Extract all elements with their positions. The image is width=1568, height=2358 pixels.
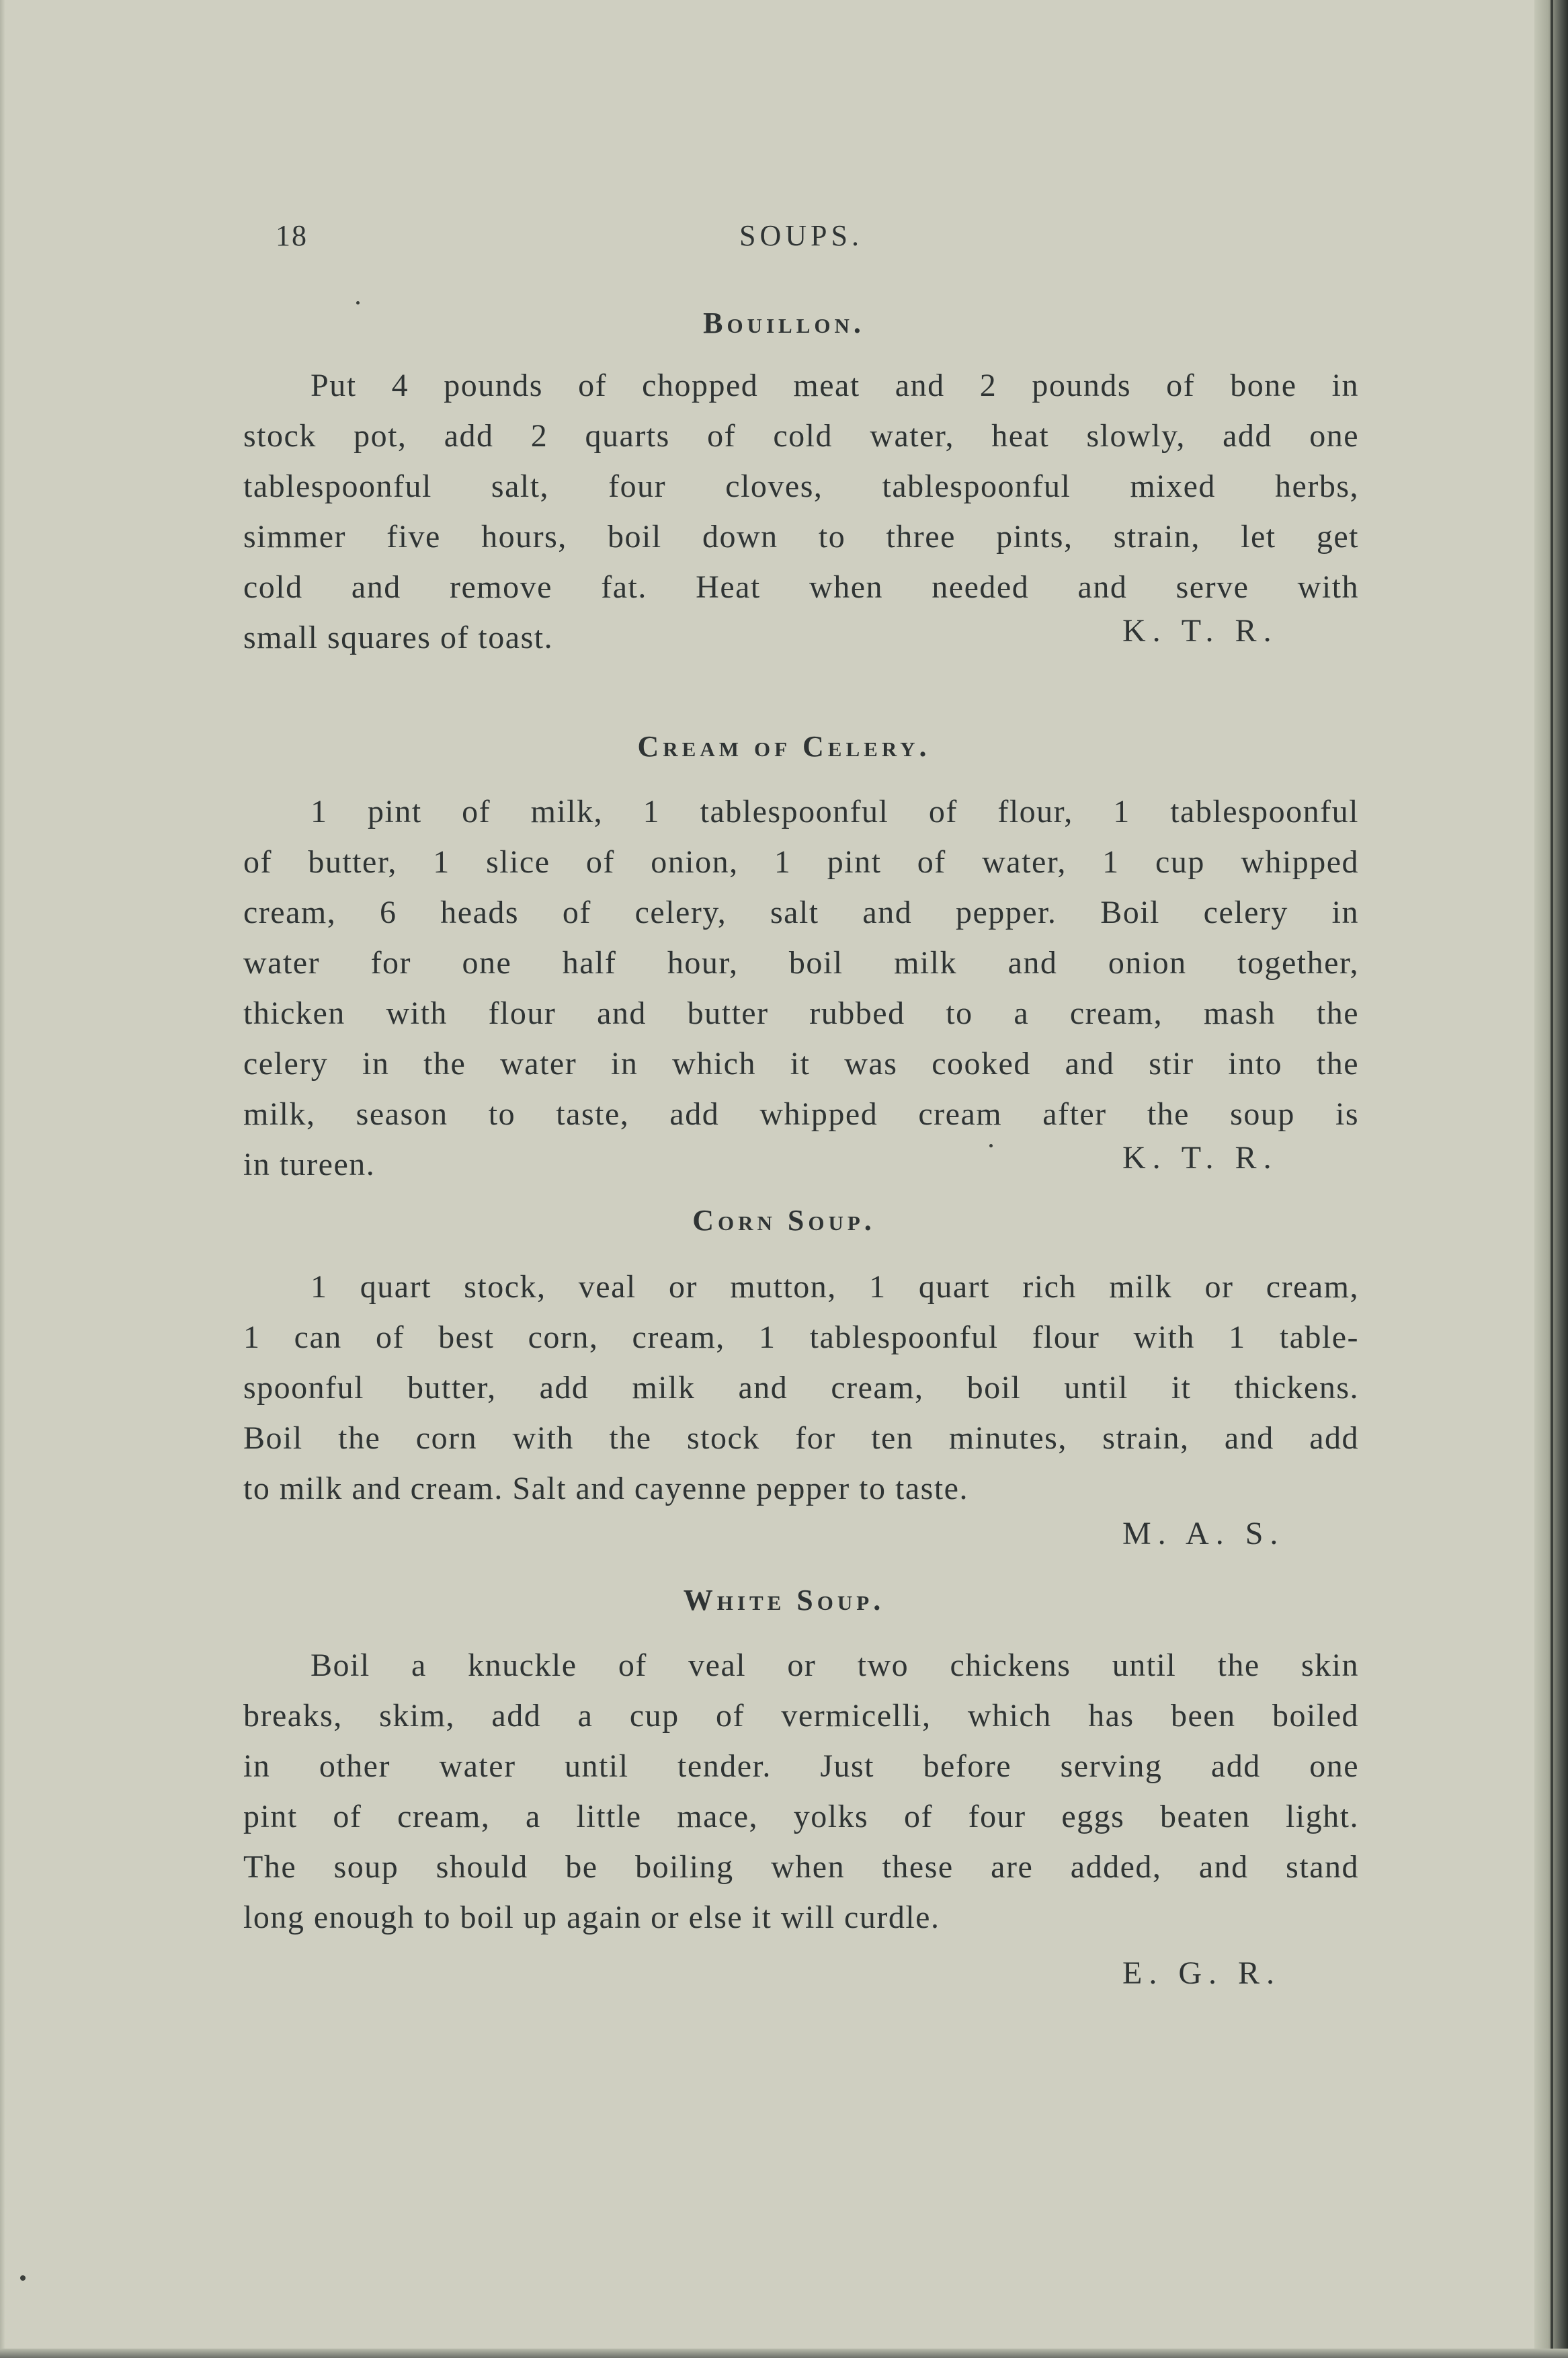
print-speck (989, 1144, 993, 1147)
recipe-line: cream, 6 heads of celery, salt and pepper. Boil celery in (243, 895, 1359, 930)
recipe-title-corn-soup: Corn Soup. (692, 1204, 876, 1237)
recipe-body-cream-of-celery (243, 786, 1359, 1190)
recipe-title-bouillon: Bouillon. (703, 307, 865, 339)
recipe-title-white-soup: White Soup. (683, 1584, 885, 1617)
recipe-line: water for one half hour, boil milk and onion together, (243, 945, 1359, 981)
recipe-line: to milk and cream. Salt and cayenne pepper to taste. (243, 1471, 968, 1506)
running-head: SOUPS. (739, 219, 863, 252)
recipe-line: 1 can of best corn, cream, 1 tablespoonful flour with 1 table- (243, 1319, 1359, 1355)
recipe-line: celery in the water in which it was cooked and stir into the (243, 1046, 1359, 1082)
recipe-line: of butter, 1 slice of onion, 1 pint of water, 1 cup whipped (243, 844, 1359, 880)
recipe-line: 1 pint of milk, 1 tablespoonful of flour, 1 tablespoonful (311, 794, 1359, 829)
recipe-line: simmer five hours, boil down to three pints, strain, let get (243, 519, 1359, 555)
recipe-initials-cream-of-celery: K. T. R. (1122, 1140, 1278, 1176)
recipe-line: Put 4 pounds of chopped meat and 2 pounds of bone in (311, 368, 1359, 403)
recipe-initials-bouillon: K. T. R. (1122, 613, 1278, 649)
recipe-line: 1 quart stock, veal or mutton, 1 quart rich milk or cream, (311, 1269, 1359, 1305)
recipe-line: tablespoonful salt, four cloves, tablespoonful mixed herbs, (243, 469, 1359, 504)
recipe-initials-white-soup: E. G. R. (1122, 1955, 1281, 1991)
recipe-line: in other water until tender. Just before serving add one (243, 1748, 1359, 1784)
recipe-line: cold and remove fat. Heat when needed and serve with (243, 569, 1359, 605)
recipe-line: in tureen. (243, 1147, 376, 1182)
recipe-body-white-soup (243, 1640, 1359, 1943)
recipe-initials-corn-soup: M. A. S. (1122, 1516, 1285, 1551)
recipe-title-cream-of-celery: Cream of Celery. (637, 730, 931, 763)
recipe-line: breaks, skim, add a cup of vermicelli, which has been boiled (243, 1698, 1359, 1734)
recipe-line: Boil a knuckle of veal or two chickens until the skin (311, 1648, 1359, 1683)
page-bottom-edge (0, 2349, 1568, 2358)
print-speck (356, 301, 360, 304)
recipe-line: long enough to boil up again or else it will curdle. (243, 1900, 940, 1935)
binding-line (1551, 0, 1553, 2358)
recipe-line: small squares of toast. (243, 620, 554, 655)
recipe-line: stock pot, add 2 quarts of cold water, heat slowly, add one (243, 418, 1359, 454)
recipe-line: spoonful butter, add milk and cream, boil until it thickens. (243, 1370, 1359, 1406)
recipe-line: pint of cream, a little mace, yolks of four eggs beaten light. (243, 1799, 1359, 1834)
print-speck (20, 2275, 26, 2281)
recipe-body-corn-soup (243, 1262, 1359, 1514)
recipe-line: Boil the corn with the stock for ten minutes, strain, and add (243, 1420, 1359, 1456)
recipe-line: milk, season to taste, add whipped cream after the soup is (243, 1096, 1359, 1132)
recipe-line: The soup should be boiling when these are added, and stand (243, 1849, 1359, 1885)
recipe-line: thicken with flour and butter rubbed to a cream, mash the (243, 995, 1359, 1031)
page-number: 18 (276, 219, 308, 252)
page-left-edge (0, 0, 5, 2358)
